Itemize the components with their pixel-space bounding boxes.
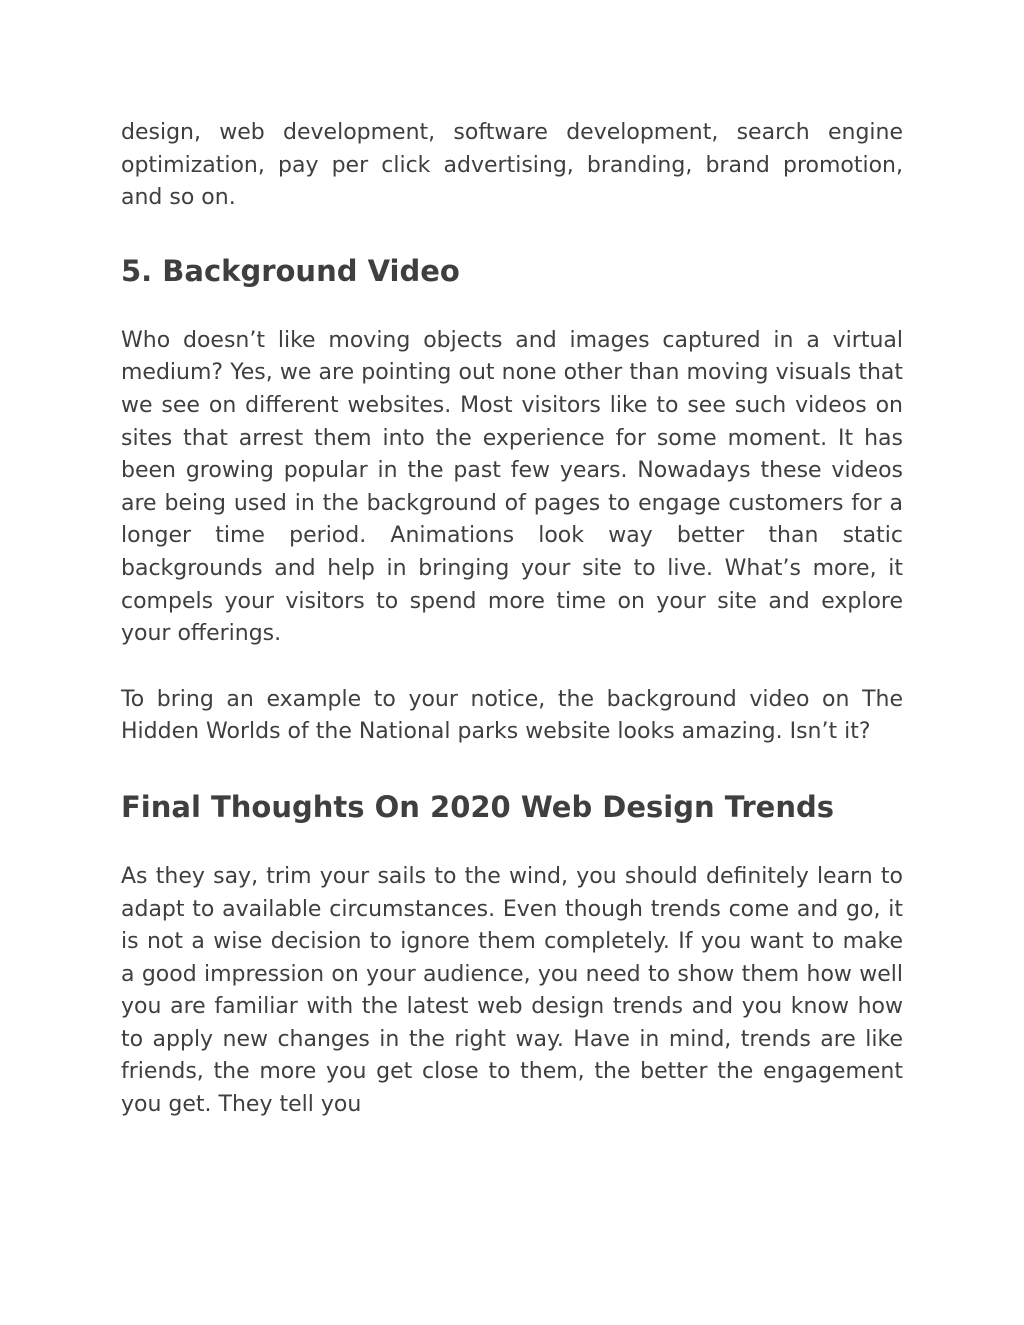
document-page — [121, 117, 903, 1122]
intro-paragraph: design, web development, software development, search engine optimization, pay per click advertising, branding, brand promotion, and so on. — [121, 120, 903, 211]
background-video-heading: 5. Background Video — [121, 253, 460, 288]
background-video-paragraph-1: Who doesn’t like moving objects and images captured in a virtual medium? Yes, we are pointing out none other than moving visuals that we see on different websites. Most visitors like to see such videos on sites that arrest them into the experience for some moment. It has been growing popular in the past few years. Nowadays these videos are being used in the background of pages to engage customers for a longer time period. Animations look way better than static backgrounds and help in bringing your site to live. What’s more, it compels your visitors to spend more time on your site and explore your offerings. — [121, 327, 903, 647]
final-thoughts-paragraph-1: As they say, trim your sails to the wind, you should definitely learn to adapt to available circumstances. Even though trends come and go, it is not a wise decision to ignore them completely. If you want to make a good impression on your audience, you need to show them how well you are familiar with the latest web design trends and you know how to apply new changes in the right way. Have in mind, trends are like friends, the more you get close to them, the better the engagement you get. They tell you — [121, 863, 903, 1118]
background-video-paragraph-2: To bring an example to your notice, the background video on The Hidden Worlds of the National parks website looks amazing. Isn’t it? — [121, 686, 903, 745]
final-thoughts-heading: Final Thoughts On 2020 Web Design Trends — [121, 789, 834, 824]
